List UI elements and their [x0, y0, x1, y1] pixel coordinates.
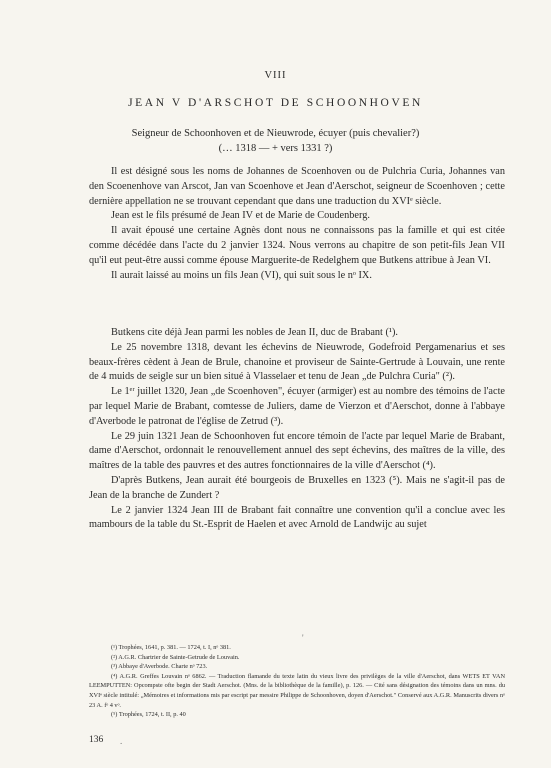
paragraph: Le 2 janvier 1324 Jean III de Brabant fait connaître une convention qu'il a conclue avec les mambours de la table du St.-Esprit de Haelen et avec Arnold de Landwijc au sujet — [89, 504, 505, 531]
subtitle-line: Seigneur de Schoonhoven et de Nieuwrode, écuyer (puis chevalier?) — [131, 128, 420, 139]
paragraph: Le 25 novembre 1318, devant les échevins de Nieuwrode, Godefroid Pergamenarius et ses beaux-frères cèdent à Jean de Brule, chanoine et proviseur de Sainte-Gertrude à Louvain, une rente de 4 muids de seigle sur un bien situé à Vlasselaer et tenu de Jean „de Pulchra Curia" (²). — [89, 341, 505, 383]
paragraph: Il aurait laissé au moins un fils Jean (VI), qui suit sous le nᵒ IX. — [111, 269, 372, 281]
paragraph: Jean est le fils présumé de Jean IV et de Marie de Coudenberg. — [111, 210, 370, 222]
paragraph: D'après Butkens, Jean aurait été bourgeois de Bruxelles en 1323 (⁵). Mais ne s'agit-il pas de Jean de la branche de Zundert ? — [89, 474, 505, 501]
footnote: (⁵) Trophées, 1724, t. II, p. 40 — [111, 711, 186, 719]
paragraph: Le 1ᵉʳ juillet 1320, Jean „de Scoenhoven", écuyer (armiger) est au nombre des témoins de l'acte par lequel Marie de Brabant, comtesse de Juliers, dame de Vierzon et d'Aerschot, donne à l'abbaye d'Averbode le patronat de l'église de Zetrud (³). — [89, 386, 505, 427]
footnote: (³) Abbaye d'Averbode. Charte nᵒ 723. — [111, 663, 208, 671]
chapter-subtitle — [0, 126, 551, 156]
paragraph: Il avait épousé une certaine Agnès dont nous ne connaissons pas la famille et qui est citée comme décédée dans l'acte du 2 janvier 1324. Nous verrons au chapitre de son petit-fils Jean VII qu'il eut peut-être aussi comme épouse Marguerite-de Redelghem que Butkens attribue à Jean VI. — [89, 225, 505, 266]
speck-mark: ' — [302, 633, 304, 643]
paragraph: Il est désigné sous les noms de Johannes de Scoenhoven ou de Pulchria Curia, Johannes van den Scoenenhove van Arscot, Jan van Scoenhove et Jean d'Aerschot, seigneur de Scoenhoven ; cette dernière appellation ne se trouvant cependant que dans une traduction du XVIᵉ siècle. — [89, 166, 505, 207]
chapter-title: JEAN V D'ARSCHOT DE SCHOONHOVEN — [128, 97, 423, 109]
page-number: 136 — [89, 735, 104, 745]
paragraph: Le 29 juin 1321 Jean de Schoonhoven fut encore témoin de l'acte par lequel Marie de Brabant, dame d'Aerschot, ordonnait le renouvellement annuel des sept échevins, des maîtres de la ville, des maîtres de la table des pauvres et des autres fonctionnaires de la ville d'Aerschot (⁴). — [89, 430, 505, 472]
main-section — [89, 326, 505, 533]
footnote: (¹) Trophées, 1641, p. 381. — 1724, t. I, nᵒ 381. — [111, 644, 231, 651]
paragraph: Butkens cite déjà Jean parmi les nobles de Jean II, duc de Brabant (¹). — [111, 327, 399, 338]
intro-section — [89, 165, 505, 283]
footnotes — [89, 643, 505, 720]
subtitle-dates: (… 1318 — + vers 1331 ?) — [218, 143, 333, 154]
footnote: (²) A.G.R. Chartrier de Sainte-Getrude de Louvain. — [111, 653, 240, 661]
speck-mark: . — [120, 736, 123, 746]
chapter-number: VIII — [264, 70, 287, 81]
footnote: (⁴) A.G.R. Greffes Louvain nᵒ 6862. — Traduction flamande du texte latin du vieux livre des privilèges de la ville d'Aerschot, dans WETS ET VAN LEEMPUTTEN: Opcompste ofte begin der Stadt Aerschot. (Mns. de la bibliothèque de la famille), p. 126. — Cité sans désignation des témoins dans un mns. du XVIᵉ siècle intitulé: „Mémoires et informations mis par escript par messire Philippe de Schoonhoven, doyen d'Aerschot." Conservé aux A.G.R. Manuscrits divers nᵒ 23 A. fᵒ 4 vᵒ. — [89, 672, 505, 709]
